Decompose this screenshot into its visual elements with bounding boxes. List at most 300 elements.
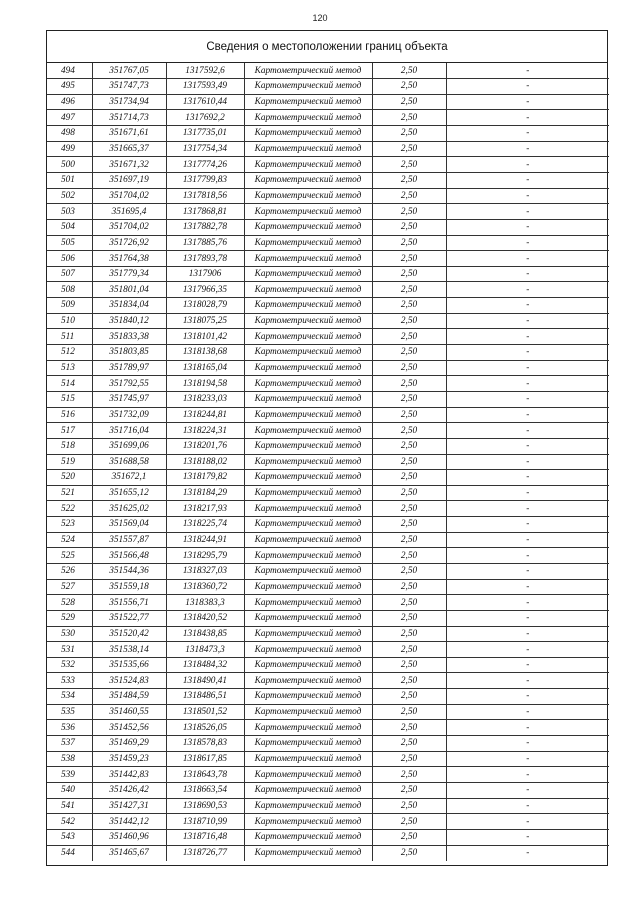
cell-x-coordinate: 351789,97 [92, 360, 166, 376]
table-row [47, 110, 609, 126]
cell-accuracy: 2,50 [372, 157, 446, 173]
cell-note: - [446, 814, 609, 830]
cell-note: - [446, 673, 609, 689]
cell-point-number: 531 [47, 642, 92, 658]
cell-note: - [446, 141, 609, 157]
cell-y-coordinate: 1318710,99 [166, 814, 244, 830]
cell-note: - [446, 313, 609, 329]
table-row [47, 751, 609, 767]
cell-x-coordinate: 351535,66 [92, 657, 166, 673]
cell-y-coordinate: 1318188,02 [166, 454, 244, 470]
cell-x-coordinate: 351764,38 [92, 251, 166, 267]
cell-x-coordinate: 351665,37 [92, 141, 166, 157]
cell-method: Картометрический метод [244, 595, 372, 611]
cell-x-coordinate: 351834,04 [92, 298, 166, 314]
cell-accuracy: 2,50 [372, 532, 446, 548]
cell-note: - [446, 235, 609, 251]
table-row [47, 345, 609, 361]
cell-note: - [446, 407, 609, 423]
table-body [47, 63, 609, 861]
boundary-points-table [47, 63, 609, 861]
table-row [47, 454, 609, 470]
cell-method: Картометрический метод [244, 438, 372, 454]
cell-accuracy: 2,50 [372, 423, 446, 439]
table-row [47, 329, 609, 345]
cell-y-coordinate: 1317885,76 [166, 235, 244, 251]
cell-point-number: 538 [47, 751, 92, 767]
cell-accuracy: 2,50 [372, 470, 446, 486]
cell-x-coordinate: 351792,55 [92, 376, 166, 392]
cell-accuracy: 2,50 [372, 657, 446, 673]
cell-y-coordinate: 1318194,58 [166, 376, 244, 392]
cell-accuracy: 2,50 [372, 63, 446, 79]
cell-method: Картометрический метод [244, 720, 372, 736]
cell-x-coordinate: 351655,12 [92, 485, 166, 501]
cell-note: - [446, 345, 609, 361]
cell-note: - [446, 251, 609, 267]
cell-y-coordinate: 1317868,81 [166, 204, 244, 220]
cell-point-number: 527 [47, 579, 92, 595]
cell-method: Картометрический метод [244, 673, 372, 689]
cell-method: Картометрический метод [244, 517, 372, 533]
cell-note: - [446, 751, 609, 767]
cell-x-coordinate: 351559,18 [92, 579, 166, 595]
table-row [47, 845, 609, 861]
cell-accuracy: 2,50 [372, 454, 446, 470]
cell-y-coordinate: 1317593,49 [166, 79, 244, 95]
cell-x-coordinate: 351779,34 [92, 266, 166, 282]
cell-point-number: 509 [47, 298, 92, 314]
cell-accuracy: 2,50 [372, 642, 446, 658]
cell-method: Картометрический метод [244, 313, 372, 329]
cell-point-number: 517 [47, 423, 92, 439]
cell-accuracy: 2,50 [372, 704, 446, 720]
cell-note: - [446, 376, 609, 392]
cell-note: - [446, 485, 609, 501]
cell-accuracy: 2,50 [372, 751, 446, 767]
cell-point-number: 514 [47, 376, 92, 392]
cell-point-number: 537 [47, 736, 92, 752]
cell-x-coordinate: 351524,83 [92, 673, 166, 689]
cell-y-coordinate: 1318028,79 [166, 298, 244, 314]
cell-note: - [446, 532, 609, 548]
cell-method: Картометрический метод [244, 407, 372, 423]
cell-note: - [446, 517, 609, 533]
cell-note: - [446, 579, 609, 595]
cell-note: - [446, 501, 609, 517]
cell-y-coordinate: 1317882,78 [166, 219, 244, 235]
table-row [47, 485, 609, 501]
cell-method: Картометрический метод [244, 391, 372, 407]
cell-x-coordinate: 351556,71 [92, 595, 166, 611]
table-row [47, 360, 609, 376]
cell-method: Картометрический метод [244, 235, 372, 251]
cell-y-coordinate: 1318075,25 [166, 313, 244, 329]
cell-point-number: 502 [47, 188, 92, 204]
cell-method: Картометрический метод [244, 204, 372, 220]
table-row [47, 673, 609, 689]
cell-method: Картометрический метод [244, 814, 372, 830]
cell-x-coordinate: 351442,12 [92, 814, 166, 830]
table-row [47, 610, 609, 626]
cell-x-coordinate: 351734,94 [92, 94, 166, 110]
cell-accuracy: 2,50 [372, 845, 446, 861]
cell-note: - [446, 798, 609, 814]
cell-method: Картометрический метод [244, 657, 372, 673]
table-row [47, 126, 609, 142]
cell-x-coordinate: 351695,4 [92, 204, 166, 220]
table-row [47, 423, 609, 439]
cell-y-coordinate: 1318486,51 [166, 689, 244, 705]
cell-y-coordinate: 1318690,53 [166, 798, 244, 814]
table-row [47, 204, 609, 220]
cell-point-number: 516 [47, 407, 92, 423]
cell-x-coordinate: 351803,85 [92, 345, 166, 361]
cell-method: Картометрический метод [244, 626, 372, 642]
table-heading: Сведения о местоположении границ объекта [47, 31, 607, 63]
cell-x-coordinate: 351697,19 [92, 172, 166, 188]
cell-x-coordinate: 351469,29 [92, 736, 166, 752]
cell-accuracy: 2,50 [372, 94, 446, 110]
cell-accuracy: 2,50 [372, 626, 446, 642]
table-row [47, 391, 609, 407]
cell-point-number: 494 [47, 63, 92, 79]
cell-y-coordinate: 1318224,31 [166, 423, 244, 439]
cell-y-coordinate: 1318490,41 [166, 673, 244, 689]
cell-point-number: 520 [47, 470, 92, 486]
cell-y-coordinate: 1317610,44 [166, 94, 244, 110]
cell-y-coordinate: 1318327,03 [166, 564, 244, 580]
cell-x-coordinate: 351426,42 [92, 782, 166, 798]
cell-method: Картометрический метод [244, 266, 372, 282]
cell-y-coordinate: 1318165,04 [166, 360, 244, 376]
cell-accuracy: 2,50 [372, 204, 446, 220]
cell-point-number: 544 [47, 845, 92, 861]
cell-accuracy: 2,50 [372, 391, 446, 407]
cell-y-coordinate: 1317799,83 [166, 172, 244, 188]
cell-accuracy: 2,50 [372, 767, 446, 783]
cell-y-coordinate: 1317818,56 [166, 188, 244, 204]
cell-accuracy: 2,50 [372, 610, 446, 626]
table-row [47, 689, 609, 705]
cell-note: - [446, 704, 609, 720]
cell-point-number: 511 [47, 329, 92, 345]
cell-accuracy: 2,50 [372, 282, 446, 298]
cell-accuracy: 2,50 [372, 798, 446, 814]
cell-note: - [446, 126, 609, 142]
cell-note: - [446, 548, 609, 564]
cell-accuracy: 2,50 [372, 360, 446, 376]
cell-accuracy: 2,50 [372, 673, 446, 689]
cell-x-coordinate: 351459,23 [92, 751, 166, 767]
cell-point-number: 543 [47, 829, 92, 845]
cell-point-number: 523 [47, 517, 92, 533]
cell-method: Картометрический метод [244, 845, 372, 861]
cell-method: Картометрический метод [244, 219, 372, 235]
cell-x-coordinate: 351484,59 [92, 689, 166, 705]
table-row [47, 235, 609, 251]
cell-note: - [526, 848, 530, 859]
cell-x-coordinate: 351460,96 [92, 829, 166, 845]
table-row [47, 79, 609, 95]
cell-method: Картометрический метод [244, 188, 372, 204]
cell-point-number: 495 [47, 79, 92, 95]
cell-y-coordinate: 1318473,3 [166, 642, 244, 658]
table-row [47, 564, 609, 580]
cell-accuracy: 2,50 [372, 172, 446, 188]
cell-accuracy: 2,50 [372, 251, 446, 267]
cell-x-coordinate: 351569,04 [92, 517, 166, 533]
cell-x-coordinate: 351465,67 [92, 845, 166, 861]
table-row [47, 626, 609, 642]
cell-y-coordinate: 1318184,29 [166, 485, 244, 501]
cell-point-number: 532 [47, 657, 92, 673]
cell-point-number: 534 [47, 689, 92, 705]
cell-method: Картометрический метод [244, 423, 372, 439]
cell-note: - [446, 219, 609, 235]
cell-method: Картометрический метод [244, 829, 372, 845]
cell-accuracy: 2,50 [372, 564, 446, 580]
cell-accuracy: 2,50 [372, 79, 446, 95]
cell-point-number: 499 [47, 141, 92, 157]
cell-method: Картометрический метод [244, 751, 372, 767]
cell-note: - [446, 642, 609, 658]
cell-y-coordinate: 1318244,81 [166, 407, 244, 423]
table-row [47, 642, 609, 658]
cell-x-coordinate: 351538,14 [92, 642, 166, 658]
cell-x-coordinate: 351726,92 [92, 235, 166, 251]
cell-method: Картометрический метод [244, 579, 372, 595]
cell-accuracy: 2,50 [372, 345, 446, 361]
cell-x-coordinate: 351452,56 [92, 720, 166, 736]
cell-accuracy: 2,50 [372, 689, 446, 705]
cell-x-coordinate: 351840,12 [92, 313, 166, 329]
cell-note: - [446, 94, 609, 110]
cell-x-coordinate: 351699,06 [92, 438, 166, 454]
cell-note: - [446, 564, 609, 580]
cell-method: Картометрический метод [244, 564, 372, 580]
table-row [47, 829, 609, 845]
cell-method: Картометрический метод [244, 94, 372, 110]
cell-x-coordinate: 351442,83 [92, 767, 166, 783]
cell-note: - [446, 438, 609, 454]
cell-point-number: 533 [47, 673, 92, 689]
cell-point-number: 504 [47, 219, 92, 235]
table-row [47, 517, 609, 533]
cell-accuracy: 2,50 [372, 501, 446, 517]
cell-note: - [446, 329, 609, 345]
cell-method: Картометрический метод [244, 376, 372, 392]
table-row [47, 798, 609, 814]
cell-x-coordinate: 351460,55 [92, 704, 166, 720]
cell-note: - [446, 767, 609, 783]
table-row [47, 157, 609, 173]
cell-accuracy: 2,50 [372, 141, 446, 157]
cell-point-number: 518 [47, 438, 92, 454]
cell-method: Картометрический метод [244, 141, 372, 157]
cell-method: Картометрический метод [244, 532, 372, 548]
cell-y-coordinate: 1318438,85 [166, 626, 244, 642]
cell-y-coordinate: 1317966,35 [166, 282, 244, 298]
cell-point-number: 508 [47, 282, 92, 298]
cell-method: Картометрический метод [244, 298, 372, 314]
cell-y-coordinate: 1318360,72 [166, 579, 244, 595]
cell-method: Картометрический метод [244, 110, 372, 126]
cell-x-coordinate: 351704,02 [92, 188, 166, 204]
table-row [47, 720, 609, 736]
table-row [47, 736, 609, 752]
cell-y-coordinate: 1318501,52 [166, 704, 244, 720]
cell-note: - [446, 454, 609, 470]
cell-method: Картометрический метод [244, 126, 372, 142]
cell-method: Картометрический метод [244, 501, 372, 517]
cell-note: - [446, 423, 609, 439]
cell-note: - [446, 595, 609, 611]
cell-accuracy: 2,50 [372, 814, 446, 830]
table-row [47, 219, 609, 235]
cell-note: - [446, 626, 609, 642]
cell-y-coordinate: 1318225,74 [166, 517, 244, 533]
cell-point-number: 530 [47, 626, 92, 642]
cell-y-coordinate: 1318663,54 [166, 782, 244, 798]
cell-x-coordinate: 351522,77 [92, 610, 166, 626]
cell-method: Картометрический метод [244, 782, 372, 798]
table-row [47, 548, 609, 564]
cell-point-number: 540 [47, 782, 92, 798]
cell-x-coordinate: 351801,04 [92, 282, 166, 298]
cell-method: Картометрический метод [244, 79, 372, 95]
cell-x-coordinate: 351745,97 [92, 391, 166, 407]
cell-point-number: 503 [47, 204, 92, 220]
cell-accuracy: 2,50 [372, 548, 446, 564]
cell-note: - [446, 736, 609, 752]
cell-y-coordinate: 1317735,01 [166, 126, 244, 142]
cell-accuracy: 2,50 [372, 782, 446, 798]
cell-x-coordinate: 351704,02 [92, 219, 166, 235]
cell-point-number: 510 [47, 313, 92, 329]
boundary-table-frame [46, 30, 608, 866]
cell-method: Картометрический метод [244, 345, 372, 361]
table-row [47, 595, 609, 611]
cell-x-coordinate: 351767,05 [92, 63, 166, 79]
cell-note: - [446, 829, 609, 845]
cell-x-coordinate: 351557,87 [92, 532, 166, 548]
cell-note: - [446, 470, 609, 486]
cell-point-number: 522 [47, 501, 92, 517]
cell-point-number: 536 [47, 720, 92, 736]
cell-x-coordinate: 351625,02 [92, 501, 166, 517]
cell-method: Картометрический метод [244, 329, 372, 345]
cell-x-coordinate: 351566,48 [92, 548, 166, 564]
table-row [47, 814, 609, 830]
cell-note: - [446, 157, 609, 173]
cell-accuracy: 2,50 [372, 188, 446, 204]
cell-y-coordinate: 1318201,76 [166, 438, 244, 454]
cell-x-coordinate: 351671,32 [92, 157, 166, 173]
cell-method: Картометрический метод [244, 172, 372, 188]
cell-y-coordinate: 1318383,3 [166, 595, 244, 611]
cell-note: - [446, 782, 609, 798]
cell-note: - [446, 689, 609, 705]
cell-y-coordinate: 1318420,52 [166, 610, 244, 626]
cell-method: Картометрический метод [244, 642, 372, 658]
cell-y-coordinate: 1318233,03 [166, 391, 244, 407]
cell-point-number: 513 [47, 360, 92, 376]
cell-method: Картометрический метод [244, 360, 372, 376]
cell-note: - [446, 110, 609, 126]
cell-y-coordinate: 1318138,68 [166, 345, 244, 361]
cell-accuracy: 2,50 [372, 110, 446, 126]
cell-accuracy: 2,50 [372, 595, 446, 611]
cell-y-coordinate: 1318101,42 [166, 329, 244, 345]
cell-note: - [446, 657, 609, 673]
cell-accuracy: 2,50 [372, 235, 446, 251]
cell-accuracy: 2,50 [372, 376, 446, 392]
cell-y-coordinate: 1318244,91 [166, 532, 244, 548]
cell-method: Картометрический метод [244, 454, 372, 470]
cell-y-coordinate: 1317906 [166, 266, 244, 282]
cell-accuracy: 2,50 [372, 829, 446, 845]
table-row [47, 532, 609, 548]
table-row [47, 172, 609, 188]
cell-method: Картометрический метод [244, 251, 372, 267]
cell-accuracy: 2,50 [372, 438, 446, 454]
cell-x-coordinate: 351732,09 [92, 407, 166, 423]
cell-x-coordinate: 351672,1 [92, 470, 166, 486]
cell-y-coordinate: 1318526,05 [166, 720, 244, 736]
cell-y-coordinate: 1317893,78 [166, 251, 244, 267]
cell-point-number: 542 [47, 814, 92, 830]
cell-point-number: 525 [47, 548, 92, 564]
cell-note: - [446, 63, 609, 79]
cell-point-number: 521 [47, 485, 92, 501]
cell-y-coordinate: 1318295,79 [166, 548, 244, 564]
cell-x-coordinate: 351544,36 [92, 564, 166, 580]
cell-point-number: 515 [47, 391, 92, 407]
cell-accuracy: 2,50 [372, 329, 446, 345]
cell-y-coordinate: 1317774,26 [166, 157, 244, 173]
cell-point-number: 526 [47, 564, 92, 580]
cell-method: Картометрический метод [244, 157, 372, 173]
cell-y-coordinate: 1317592,6 [166, 63, 244, 79]
cell-accuracy: 2,50 [372, 736, 446, 752]
cell-method: Картометрический метод [244, 485, 372, 501]
cell-point-number: 505 [47, 235, 92, 251]
cell-accuracy: 2,50 [372, 517, 446, 533]
cell-note: - [446, 188, 609, 204]
cell-x-coordinate: 351427,31 [92, 798, 166, 814]
table-row [47, 282, 609, 298]
cell-point-number: 506 [47, 251, 92, 267]
cell-x-coordinate: 351520,42 [92, 626, 166, 642]
cell-y-coordinate: 1318617,85 [166, 751, 244, 767]
table-row [47, 376, 609, 392]
cell-note: - [446, 360, 609, 376]
cell-note: - [446, 204, 609, 220]
cell-x-coordinate: 351747,73 [92, 79, 166, 95]
cell-point-number: 497 [47, 110, 92, 126]
cell-accuracy: 2,50 [372, 298, 446, 314]
cell-point-number: 501 [47, 172, 92, 188]
cell-y-coordinate: 1318484,32 [166, 657, 244, 673]
cell-x-coordinate: 351833,38 [92, 329, 166, 345]
table-row [47, 438, 609, 454]
cell-method: Картометрический метод [244, 63, 372, 79]
cell-x-coordinate: 351716,04 [92, 423, 166, 439]
table-row [47, 767, 609, 783]
table-row [47, 313, 609, 329]
cell-y-coordinate: 1318179,82 [166, 470, 244, 486]
